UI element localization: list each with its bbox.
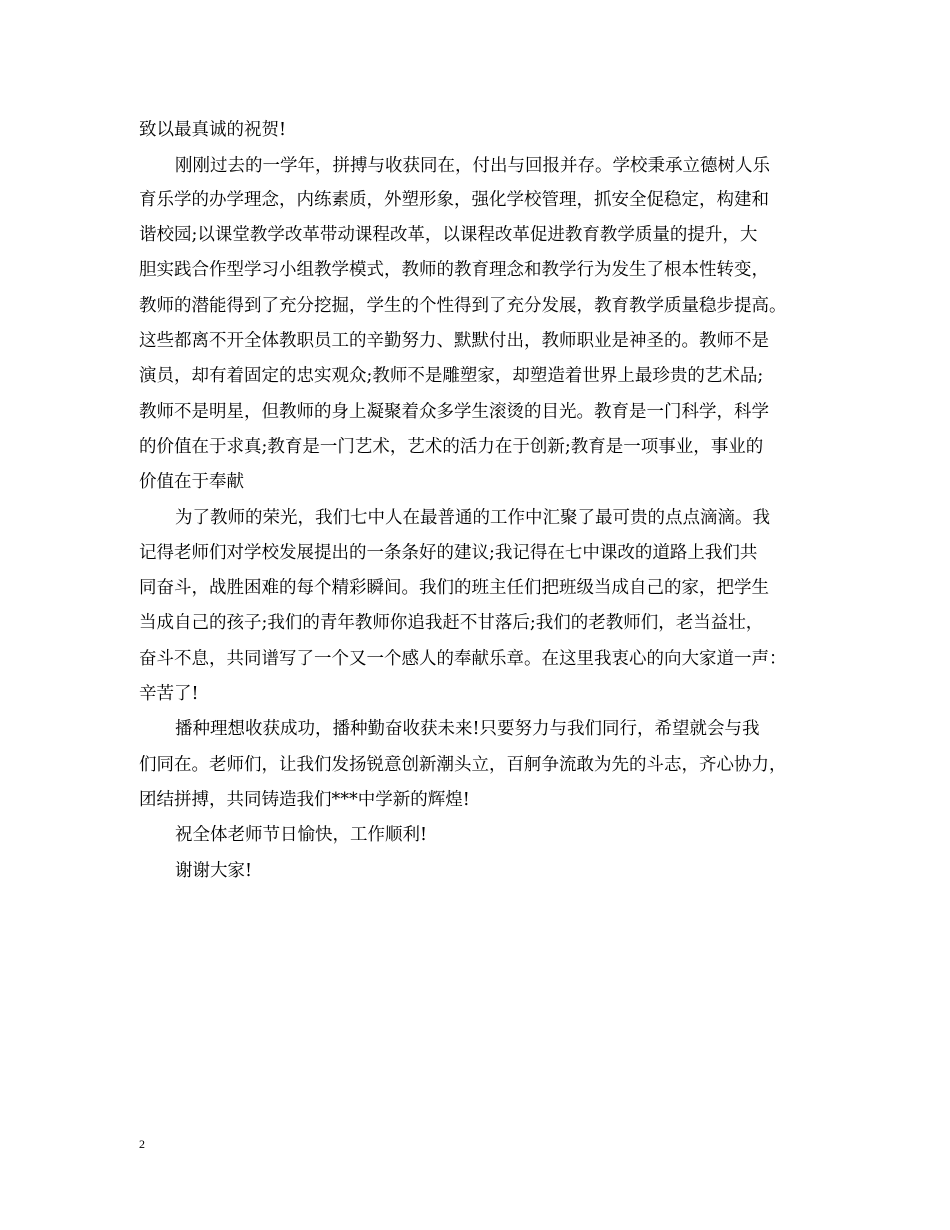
text-line: 刚刚过去的一学年，拼搏与收获同在，付出与回报并存。学校秉承立德树人乐 [175,156,770,176]
text-line: 们同在。老师们，让我们发扬锐意创新潮头立，百舸争流敢为先的斗志，齐心协力， [139,755,787,775]
text-line: 同奋斗，战胜困难的每个精彩瞬间。我们的班主任们把班级当成自己的家，把学生 [139,578,769,598]
text-line: 价值在于奉献 [139,472,244,492]
text-line: 奋斗不息，共同谱写了一个又一个感人的奉献乐章。在这里我衷心的向大家道一声： [139,649,787,669]
text-line: 胆实践合作型学习小组教学模式，教师的教育理念和教学行为发生了根本性转变， [139,260,769,280]
text-line: 为了教师的荣光，我们七中人在最普通的工作中汇聚了最可贵的点点滴滴。我 [175,508,770,528]
text-line: 播种理想收获成功，播种勤奋收获未来!只要努力与我们同行，希望就会与我 [175,719,760,739]
text-line: 辛苦了! [139,684,199,704]
text-line: 的价值在于求真;教育是一门艺术，艺术的活力在于创新;教育是一项事业，事业的 [139,437,764,457]
text-line: 教师的潜能得到了充分挖掘，学生的个性得到了充分发展，教育教学质量稳步提高。 [139,296,787,316]
text-line: 致以最真诚的祝贺! [139,120,287,140]
text-line: 这些都离不开全体教职员工的辛勤努力、默默付出，教师职业是神圣的。教师不是 [139,331,769,351]
text-line: 祝全体老师节日愉快，工作顺利! [175,825,428,845]
text-line: 谐校园;以课堂教学改革带动课程改革，以课程改革促进教育教学质量的提升，大 [139,225,758,245]
text-line: 演员，却有着固定的忠实观众;教师不是雕塑家，却塑造着世界上最珍贵的艺术品; [139,366,764,386]
text-line: 谢谢大家! [175,861,253,881]
page-number: 2 [139,1137,145,1151]
text-line: 团结拼搏，共同铸造我们***中学新的辉煌! [139,790,470,810]
text-line: 教师不是明星，但教师的身上凝聚着众多学生滚烫的目光。教育是一门科学，科学 [139,402,769,422]
text-line: 记得老师们对学校发展提出的一条条好的建议;我记得在七中课改的道路上我们共 [139,543,758,563]
text-line: 当成自己的孩子;我们的青年教师你追我赶不甘落后;我们的老教师们，老当益壮， [139,613,764,633]
text-line: 育乐学的办学理念，内练素质，外塑形象，强化学校管理，抓安全促稳定，构建和 [139,190,769,210]
